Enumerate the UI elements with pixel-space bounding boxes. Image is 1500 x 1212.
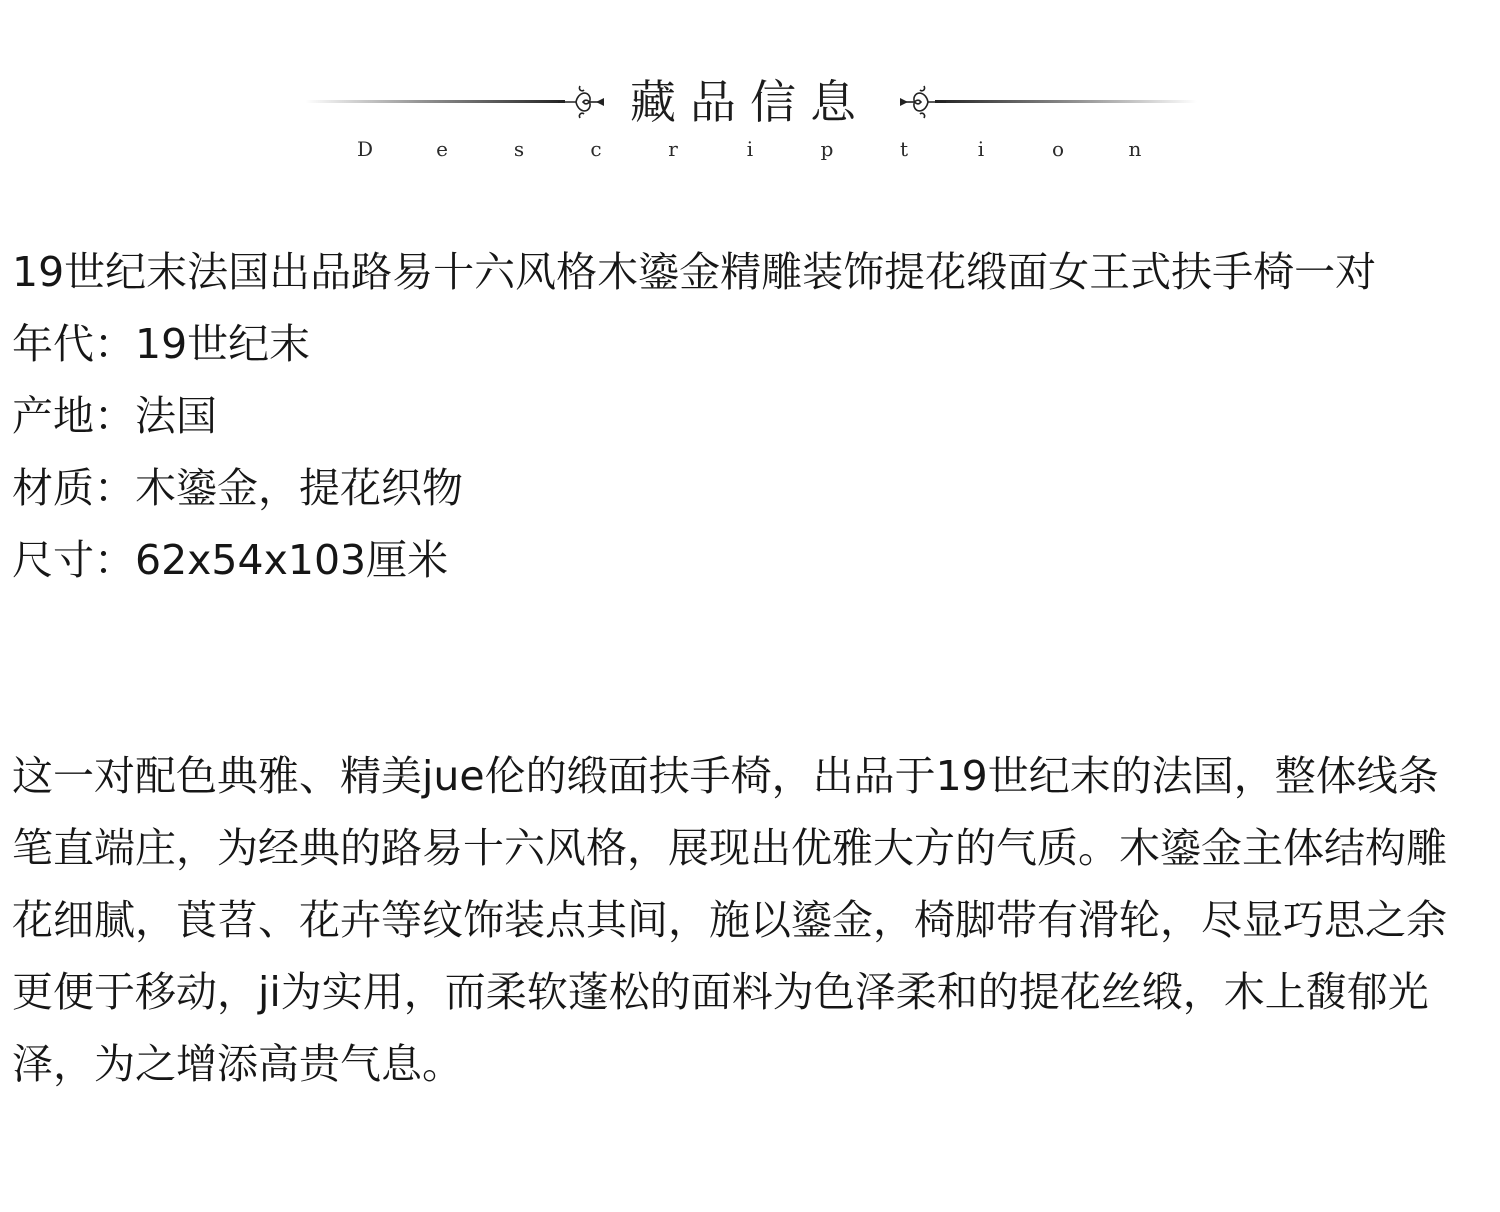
header-rule-left xyxy=(305,100,565,103)
item-name: 19世纪末法国出品路易十六风格木鎏金精雕装饰提花缎面女王式扶手椅一对 xyxy=(12,248,1377,296)
section-header xyxy=(0,0,1500,200)
item-specs xyxy=(12,236,1482,596)
item-size: 尺寸：62x54x103厘米 xyxy=(12,536,449,584)
subtitle-letter: i xyxy=(746,137,754,161)
subtitle-letter: s xyxy=(513,137,525,161)
subtitle-letter: e xyxy=(436,137,448,161)
header-rule-right xyxy=(935,100,1197,103)
header-title: 藏品信息 xyxy=(630,75,870,129)
header-subtitle xyxy=(350,136,1150,162)
subtitle-letter: D xyxy=(356,137,374,161)
subtitle-letter: i xyxy=(977,137,985,161)
subtitle-letter: n xyxy=(1128,137,1142,161)
subtitle-letter: p xyxy=(820,137,834,161)
item-description xyxy=(12,740,1462,1100)
description-text: 这一对配色典雅、精美jue伦的缎面扶手椅，出品于19世纪末的法国，整体线条笔直端庄，为经典的路易十六风格，展现出优雅大方的气质。木鎏金主体结构雕花细腻，莨苕、花卉等纹饰装点其间，施以鎏金，椅脚带有滑轮，尽显巧思之余更便于移动，ji为实用，而柔软蓬松的面料为色泽柔和的提花丝缎，木上馥郁光泽，为之增添高贵气息。 xyxy=(12,752,1447,1088)
item-origin: 产地：法国 xyxy=(12,392,217,440)
subtitle-letter: t xyxy=(899,137,909,161)
subtitle-letter: r xyxy=(668,137,678,161)
subtitle-letter: c xyxy=(590,137,602,161)
item-material: 材质：木鎏金，提花织物 xyxy=(12,464,463,512)
item-era: 年代：19世纪末 xyxy=(12,320,311,368)
flourish-ornament-icon xyxy=(556,78,606,126)
subtitle-letter: o xyxy=(1051,137,1065,161)
